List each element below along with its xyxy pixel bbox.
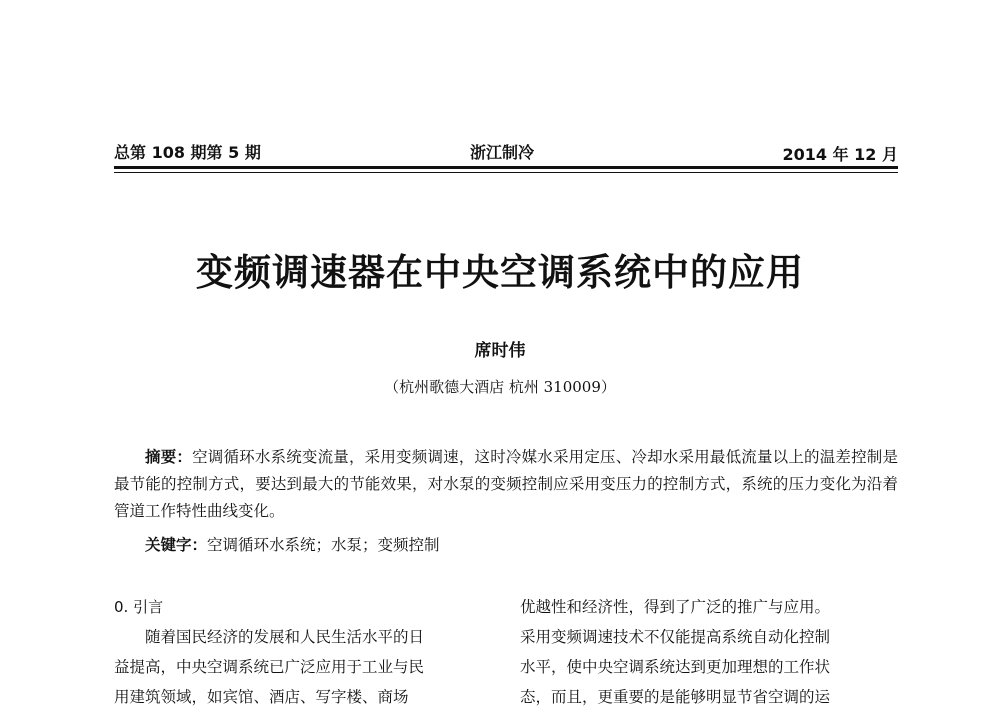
header-rule-thin xyxy=(114,172,898,173)
body-line: 益提高，中央空调系统已广泛应用于工业与民 xyxy=(114,658,425,676)
abstract-text: 空调循环水系统变流量，采用变频调速，这时冷媒水采用定压、冷却水采用最低流量以上的温差控制是最节能的控制方式，要达到最大的节能效果，对水泵的变频控制应采用变压力的控制方式，系统的压力变化为沿着管道工作特性曲线变化。 xyxy=(114,448,898,520)
abstract xyxy=(114,444,898,525)
publication-date: 2014 年 12 月 xyxy=(782,145,898,164)
body-column-right xyxy=(520,592,898,712)
article-title: 变频调速器在中央空调系统中的应用 xyxy=(196,250,804,294)
author-affiliation: （杭州歌德大酒店 杭州 310009） xyxy=(384,378,616,396)
issue-number: 总第 108 期第 5 期 xyxy=(114,143,261,162)
keywords-text: 空调循环水系统；水泵；变频控制 xyxy=(207,536,440,554)
body-line: 随着国民经济的发展和人民生活水平的日 xyxy=(145,628,425,646)
body-line: 态，而且，更重要的是能够明显节省空调的运 xyxy=(520,688,831,706)
header-rule-thick xyxy=(114,166,898,169)
journal-name: 浙江制冷 xyxy=(470,143,535,162)
body-line: 水平，使中央空调系统达到更加理想的工作状 xyxy=(520,658,831,676)
running-header xyxy=(114,136,898,166)
body-line: 用建筑领域，如宾馆、酒店、写字楼、商场 xyxy=(114,688,409,706)
body-line: 采用变频调速技术不仅能提高系统自动化控制 xyxy=(520,628,831,646)
body-line: 优越性和经济性，得到了广泛的推广与应用。 xyxy=(520,598,831,616)
abstract-label: 摘要： xyxy=(145,448,193,466)
section-heading: 0. 引言 xyxy=(114,598,164,616)
article-author: 席时伟 xyxy=(474,341,526,361)
body-column-left xyxy=(114,592,488,712)
keywords xyxy=(145,533,440,555)
keywords-label: 关键字： xyxy=(145,536,208,554)
